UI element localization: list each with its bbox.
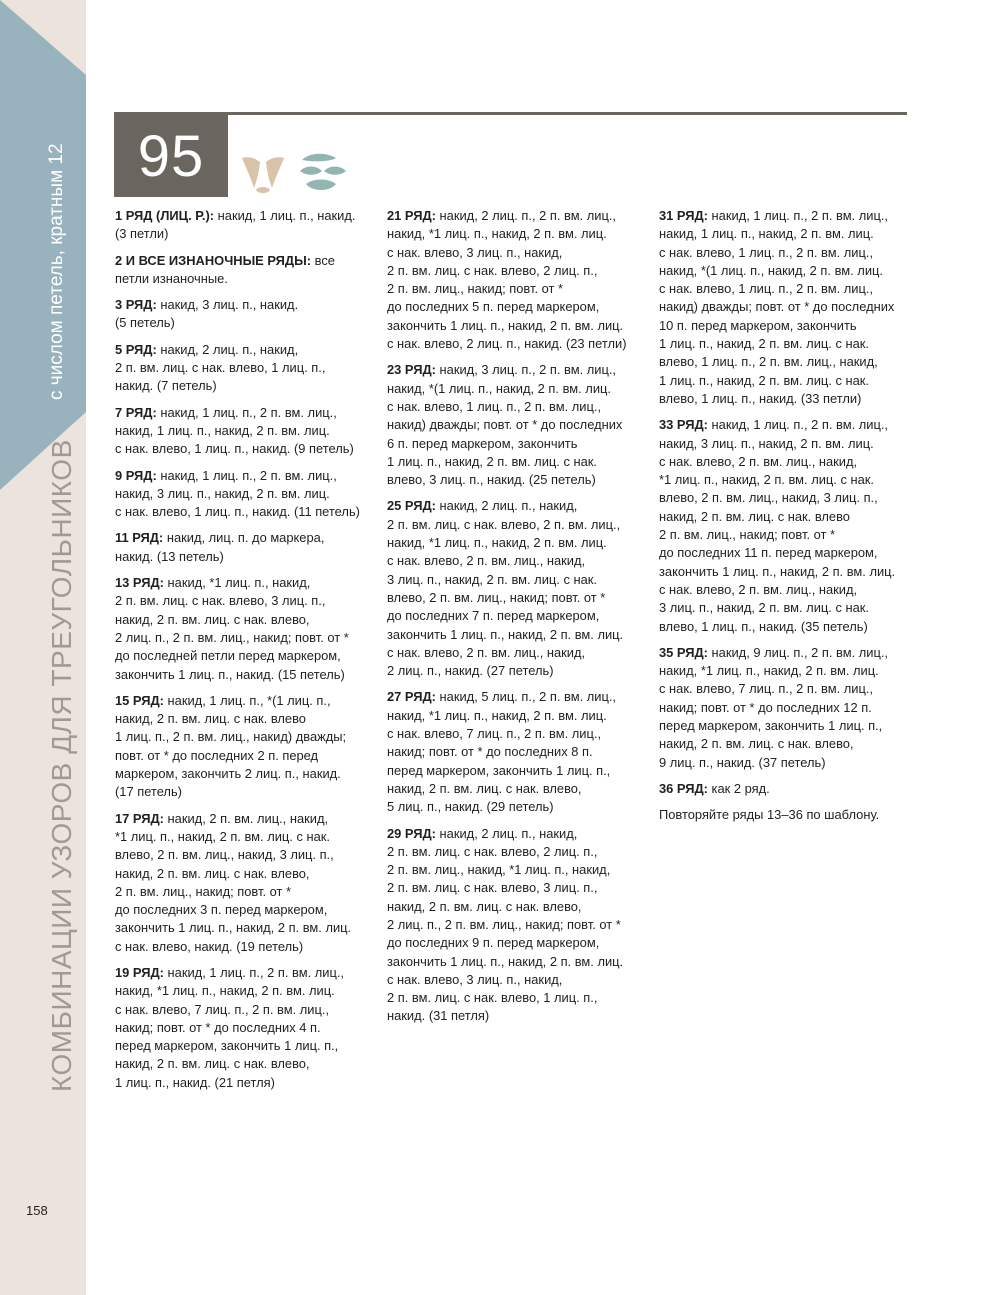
row-text-line: накид, *1 лиц. п., накид, 2 п. вм. лиц. [659, 663, 879, 679]
row-text-line: накид, 1 лиц. п., накид. [217, 208, 356, 223]
row-text-line: накид. (7 петель) [115, 378, 217, 394]
row-text-line: 2 лиц. п., накид. (27 петель) [387, 663, 554, 679]
row-text-line: накид, лиц. п. до маркера, [166, 530, 325, 546]
row-text-line: накид, 1 лиц. п., 2 п. вм. лиц., [711, 417, 888, 433]
row-text-line: до последних 5 п. перед маркером, [387, 299, 600, 315]
row-text-line: закончить 1 лиц. п., накид, 2 п. вм. лиц. [387, 317, 624, 333]
row-label: 25 РЯД: [387, 498, 436, 514]
row-text-line: влево, 1 лиц. п., накид. (35 петель) [659, 618, 868, 634]
row-text-line: до последней петли перед маркером, [115, 648, 341, 664]
row-label: 11 РЯД: [115, 530, 164, 546]
row-text-line: с нак. влево, 7 лиц. п., 2 п. вм. лиц., [387, 726, 602, 742]
row-text-line: закончить 1 лиц. п., накид, 2 п. вм. лиц. [659, 563, 896, 579]
row-text-line: *1 лиц. п., накид, 2 п. вм. лиц. с нак. [659, 472, 874, 488]
row-text-line: до последних 9 п. перед маркером, [387, 935, 600, 951]
knit-stitch-icon [242, 157, 284, 193]
row-text-line: 2 п. вм. лиц., накид; повт. от * [387, 281, 564, 297]
row-text-line: накид; повт. от * до последних 8 п. [387, 744, 593, 760]
row-text-line: с нак. влево, 7 лиц. п., 2 п. вм. лиц., [115, 1001, 330, 1017]
row-text-line: 9 лиц. п., накид. (37 петель) [659, 754, 826, 770]
stitch-legend [240, 152, 352, 196]
row-label: 31 РЯД: [659, 208, 708, 223]
instruction-row [115, 529, 367, 566]
row-text-line: с нак. влево, 1 лиц. п., накид. (9 петель) [115, 441, 354, 457]
instruction-row [387, 688, 639, 816]
row-text-line: влево, 2 п. вм. лиц., накид; повт. от * [387, 589, 606, 605]
row-text-line: 6 п. перед маркером, закончить [387, 435, 578, 451]
row-text-line: влево, 3 лиц. п., накид. (25 петель) [387, 472, 596, 488]
row-text-line: с нак. влево, 1 лиц. п., накид. (11 петель) [115, 504, 360, 520]
row-text-line: повт. от * до последних 2 п. перед [115, 747, 319, 763]
row-text-line: накид, 1 лиц. п., накид, 2 п. вм. лиц. [115, 422, 330, 438]
instruction-row [387, 207, 639, 353]
sidebar-tab-shape [0, 0, 86, 490]
row-label: 5 РЯД: [115, 341, 157, 357]
row-text-line: 1 лиц. п., накид, 2 п. вм. лиц. с нак. [659, 372, 869, 388]
row-text-line: закончить 1 лиц. п., накид, 2 п. вм. лиц. [387, 626, 624, 642]
row-text-line: накид, 5 лиц. п., 2 п. вм. лиц., [439, 689, 616, 705]
row-text-line: накид, 2 п. вм. лиц., накид, [167, 810, 329, 826]
instruction-row [115, 404, 367, 459]
row-text-line: (3 петли) [115, 226, 169, 242]
row-label: 33 РЯД: [659, 417, 708, 433]
row-text-line: накид, 2 п. вм. лиц. с нак. влево, [387, 780, 582, 796]
row-text-line: 2 лиц. п., 2 п. вм. лиц., накид; повт. от * [115, 629, 349, 645]
row-text-line: накид, 2 п. вм. лиц. с нак. влево, [115, 611, 310, 627]
row-label: 7 РЯД: [115, 404, 157, 420]
row-text-line: с нак. влево, 1 лиц. п., 2 п. вм. лиц., [659, 281, 874, 297]
row-text-line: накид, *1 лиц. п., накид, 2 п. вм. лиц. [387, 226, 607, 242]
instruction-row [115, 252, 367, 289]
row-label: 35 РЯД: [659, 644, 708, 660]
row-text-line: 10 п. перед маркером, закончить [659, 317, 857, 333]
row-text-line: все петли изнаночные. [115, 252, 335, 286]
row-label: 3 РЯД: [115, 297, 157, 313]
row-text-line: (5 петель) [115, 315, 175, 331]
instruction-row [659, 806, 911, 824]
page-number: 158 [26, 1203, 48, 1218]
instruction-row [115, 296, 367, 333]
row-text-line: до последних 11 п. перед маркером, [659, 545, 878, 561]
row-label: 17 РЯД: [115, 810, 164, 826]
row-text-line: накид, *1 лиц. п., накид, 2 п. вм. лиц. [387, 707, 607, 723]
row-text-line: накид, *1 лиц. п., накид, 2 п. вм. лиц. [115, 983, 335, 999]
row-text-line: влево, 1 лиц. п., накид. (33 петли) [659, 390, 862, 406]
row-text-line: с нак. влево, 2 п. вм. лиц., накид, [387, 644, 586, 660]
row-label: 9 РЯД: [115, 467, 157, 483]
row-label: 21 РЯД: [387, 208, 436, 223]
row-text-line: накид, 2 лиц. п., накид, [439, 498, 578, 514]
row-text-line: накид, 1 лиц. п., 2 п. вм. лиц., [711, 208, 888, 223]
row-text-line: с нак. влево, 2 лиц. п., накид. (23 петли) [387, 336, 627, 352]
instructions-column-1 [115, 207, 367, 1100]
row-text-line: накид, 1 лиц. п., 2 п. вм. лиц., [160, 467, 337, 483]
section-title: КОМБИНАЦИИ УЗОРОВ ДЛЯ ТРЕУГОЛЬНИКОВ [46, 439, 77, 1092]
row-text-line: 3 лиц. п., накид, 2 п. вм. лиц. с нак. [387, 571, 597, 587]
row-text-line: с нак. влево, 2 п. вм. лиц., накид, [659, 581, 858, 597]
row-text-line: закончить 1 лиц. п., накид, 2 п. вм. лиц. [115, 920, 352, 936]
row-text-line: перед маркером, закончить 1 лиц. п., [115, 1038, 339, 1054]
subsection-title: с числом петель, кратным 12 [46, 143, 67, 400]
row-text-line: накид, 2 п. вм. лиц. с нак. влево, [115, 1056, 310, 1072]
row-label: 1 РЯД (ЛИЦ. Р.): [115, 208, 215, 223]
row-text-line: влево, 1 лиц. п., 2 п. вм. лиц., накид, [659, 354, 878, 370]
row-text-line: накид, 2 лиц. п., 2 п. вм. лиц., [439, 208, 616, 223]
row-label: 36 РЯД: [659, 780, 708, 796]
row-text-line: 5 лиц. п., накид. (29 петель) [387, 799, 554, 815]
row-text-line: с нак. влево, 3 лиц. п., накид, [387, 971, 563, 987]
sidebar-tab [0, 0, 86, 500]
purl-stitch-icon [300, 154, 346, 190]
row-text-line: 1 лиц. п., накид, 2 п. вм. лиц. с нак. [659, 336, 869, 352]
sidebar [0, 0, 86, 1295]
row-label: 19 РЯД: [115, 964, 164, 980]
row-text-line: с нак. влево, 1 лиц. п., 2 п. вм. лиц., [387, 398, 602, 414]
row-text-line: 2 п. вм. лиц. с нак. влево, 3 лиц. п., [115, 593, 326, 609]
instruction-row [387, 825, 639, 1026]
row-text-line: Повторяйте ряды 13–36 по шаблону. [659, 807, 880, 823]
row-text-line: перед маркером, закончить 1 лиц. п., [659, 718, 883, 734]
instructions-column-3 [659, 207, 911, 833]
row-text-line: закончить 1 лиц. п., накид. (15 петель) [115, 666, 345, 682]
row-text-line: 2 п. вм. лиц., накид; повт. от * [659, 527, 836, 543]
row-text-line: 2 п. вм. лиц. с нак. влево, 2 п. вм. лиц., [387, 516, 621, 532]
row-text-line: накид, 3 лиц. п., накид. [160, 297, 299, 313]
instruction-row [115, 964, 367, 1092]
row-text-line: влево, 2 п. вм. лиц., накид, 3 лиц. п., [659, 490, 878, 506]
instruction-row [115, 810, 367, 956]
row-text-line: накид, 9 лиц. п., 2 п. вм. лиц., [711, 644, 888, 660]
row-text-line: с нак. влево, 2 п. вм. лиц., накид, [659, 453, 858, 469]
row-text-line: до последних 3 п. перед маркером, [115, 902, 328, 918]
row-text-line: накид, *(1 лиц. п., накид, 2 п. вм. лиц. [387, 380, 611, 396]
row-text-line: накид, 1 лиц. п., 2 п. вм. лиц., [167, 964, 344, 980]
row-text-line: накид, 3 лиц. п., 2 п. вм. лиц., [439, 362, 616, 378]
row-text-line: 2 п. вм. лиц. с нак. влево, 2 лиц. п., [387, 262, 598, 278]
row-label: 2 И ВСЕ ИЗНАНОЧНЫЕ РЯДЫ: [115, 252, 312, 268]
row-text-line: накид. (13 петель) [115, 548, 224, 564]
row-text-line: 2 п. вм. лиц. с нак. влево, 2 лиц. п., [387, 843, 598, 859]
row-text-line: 2 п. вм. лиц., накид; повт. от * [115, 883, 292, 899]
row-text-line: накид; повт. от * до последних 4 п. [115, 1019, 321, 1035]
row-text-line: накид, 1 лиц. п., 2 п. вм. лиц., [160, 404, 337, 420]
row-text-line: накид, 1 лиц. п., *(1 лиц. п., [167, 692, 331, 708]
instruction-row [115, 207, 367, 244]
row-text-line: накид, *1 лиц. п., накид, 2 п. вм. лиц. [387, 535, 607, 551]
row-text-line: 2 п. вм. лиц. с нак. влево, 1 лиц. п., [115, 360, 326, 376]
row-text-line: накид, 2 п. вм. лиц. с нак. влево, [115, 865, 310, 881]
instruction-row [659, 644, 911, 772]
row-label: 13 РЯД: [115, 575, 164, 591]
row-label: 27 РЯД: [387, 689, 436, 705]
instruction-row [659, 780, 911, 798]
instruction-row [115, 467, 367, 522]
row-text-line: *1 лиц. п., накид, 2 п. вм. лиц. с нак. [115, 828, 330, 844]
row-text-line: накид; повт. от * до последних 12 п. [659, 699, 872, 715]
instruction-row [115, 574, 367, 684]
instruction-row [659, 207, 911, 408]
instruction-row [115, 341, 367, 396]
row-text-line: с нак. влево, 2 п. вм. лиц., накид, [387, 553, 586, 569]
row-text-line: (17 петель) [115, 784, 182, 800]
row-label: 23 РЯД: [387, 362, 436, 378]
row-text-line: накид, *(1 лиц. п., накид, 2 п. вм. лиц. [659, 262, 883, 278]
row-text-line: с нак. влево, накид. (19 петель) [115, 938, 304, 954]
row-label: 15 РЯД: [115, 692, 164, 708]
row-label: 29 РЯД: [387, 825, 436, 841]
row-text-line: с нак. влево, 7 лиц. п., 2 п. вм. лиц., [659, 681, 874, 697]
instructions-column-2 [387, 207, 639, 1034]
row-text-line: 1 лиц. п., 2 п. вм. лиц., накид) дважды; [115, 729, 347, 745]
row-text-line: накид) дважды; повт. от * до последних [387, 417, 623, 433]
instruction-row [115, 692, 367, 802]
row-text-line: накид, 2 лиц. п., накид, [160, 341, 299, 357]
row-text-line: накид) дважды; повт. от * до последних [659, 299, 895, 315]
row-text-line: накид, 1 лиц. п., накид, 2 п. вм. лиц. [659, 226, 874, 242]
row-text-line: 2 п. вм. лиц. с нак. влево, 3 лиц. п., [387, 880, 598, 896]
row-text-line: закончить 1 лиц. п., накид, 2 п. вм. лиц. [387, 953, 624, 969]
row-text-line: до последних 7 п. перед маркером, [387, 608, 600, 624]
instruction-row [387, 497, 639, 680]
row-text-line: накид, 3 лиц. п., накид, 2 п. вм. лиц. [115, 485, 330, 501]
row-text-line: маркером, закончить 2 лиц. п., накид. [115, 766, 341, 782]
row-text-line: накид. (31 петля) [387, 1008, 490, 1024]
row-text-line: накид, 2 п. вм. лиц. с нак. влево [659, 508, 850, 524]
row-text-line: накид, *1 лиц. п., накид, [167, 575, 311, 591]
instruction-row [387, 361, 639, 489]
row-text-line: как 2 ряд. [711, 780, 770, 796]
header-rule [114, 112, 907, 115]
row-text-line: накид, 2 п. вм. лиц. с нак. влево, [659, 736, 854, 752]
row-text-line: накид, 2 п. вм. лиц. с нак. влево [115, 711, 306, 727]
row-text-line: влево, 2 п. вм. лиц., накид, 3 лиц. п., [115, 847, 334, 863]
pattern-number: 95 [114, 115, 228, 197]
row-text-line: 2 п. вм. лиц. с нак. влево, 1 лиц. п., [387, 990, 598, 1006]
row-text-line: перед маркером, закончить 1 лиц. п., [387, 762, 611, 778]
row-text-line: 2 п. вм. лиц., накид, *1 лиц. п., накид, [387, 862, 611, 878]
row-text-line: 1 лиц. п., накид, 2 п. вм. лиц. с нак. [387, 453, 597, 469]
row-text-line: 1 лиц. п., накид. (21 петля) [115, 1074, 275, 1090]
row-text-line: накид, 2 лиц. п., накид, [439, 825, 578, 841]
row-text-line: накид, 3 лиц. п., накид, 2 п. вм. лиц. [659, 435, 874, 451]
row-text-line: с нак. влево, 3 лиц. п., накид, [387, 244, 563, 260]
row-text-line: с нак. влево, 1 лиц. п., 2 п. вм. лиц., [659, 244, 874, 260]
row-text-line: 2 лиц. п., 2 п. вм. лиц., накид; повт. от * [387, 916, 621, 932]
row-text-line: 3 лиц. п., накид, 2 п. вм. лиц. с нак. [659, 600, 869, 616]
row-text-line: накид, 2 п. вм. лиц. с нак. влево, [387, 898, 582, 914]
instruction-row [659, 416, 911, 636]
